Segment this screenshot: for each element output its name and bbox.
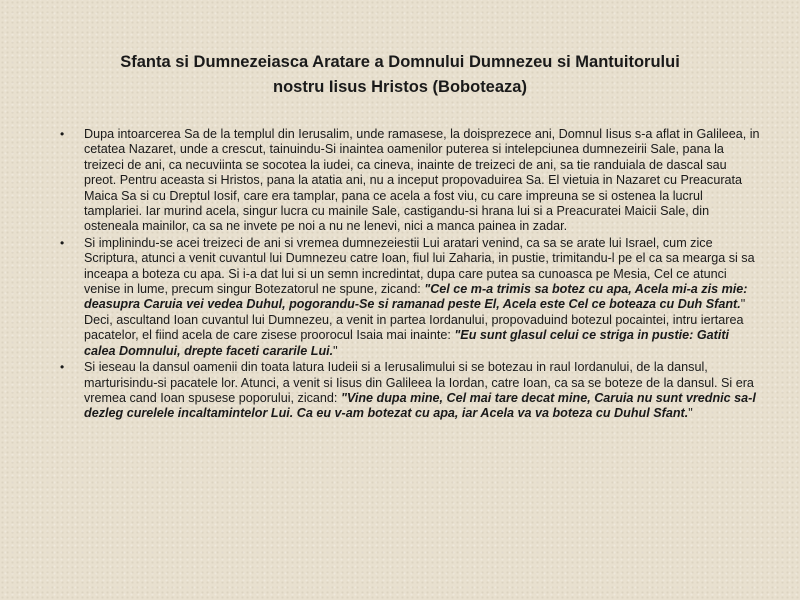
- paragraph-text: " Deci, ascultand Ioan cuvantul lui Dumnezeu, a venit in partea Iordanului, propovaduind botezul pocaintei, intru iertarea pacatelor, el fiind acela de care zisese proorocul Isaia mai inainte:: [84, 297, 746, 343]
- paragraph-text: Dupa intoarcerea Sa de la templul din Ierusalim, unde ramasese, la doisprezece ani, Domnul Iisus s-a aflat in Galileea, in cetatea Nazaret, unde a crescut, tainuindu-Si inaintea oamenilor puterea si intelepciunea dumnezeirii Sale, pana la treizeci de ani, ca necuviinta se socotea la iudei, ca cineva, inainte de treizeci de ani, sa tie randuiala de dascal sau preot. Pentru aceasta si Hristos, pana la atatia ani, nu a inceput propovaduirea Sa. El vietuia in Nazaret cu Preacurata Maica Sa si cu Dreptul Iosif, care era tamplar, pana ce acela a fost viu, cu care impreuna se si ostenea la lucrul tamplariei. Iar murind acela, singur lucra cu mainile Sale, castigandu-si hrana lui si a Preacuratei Maicii Sale, din osteneala mainilor, ca sa ne invete pe noi a nu ne lenevi, nici a manca painea in zadar.: [84, 127, 760, 234]
- scripture-quote: "Eu sunt glasul celui ce striga in pustie: Gatiti calea Domnului, drepte faceti cararile Lui.: [84, 328, 730, 358]
- slide-title: [40, 50, 760, 100]
- title-line-2: nostru Iisus Hristos (Boboteaza): [273, 78, 527, 96]
- paragraph-text: Si implinindu-se acei treizeci de ani si vremea dumnezeiestii Lui aratari venind, ca sa se arate lui Israel, cum zice Scriptura, atunci a venit cuvantul lui Dumnezeu catre Ioan, fiul lui Zaharia, in pustie, trimitandu-l pe el ca sa mearga si sa inceapa a boteza cu apa. Si i-a dat lui si un semn incredintat, dupa care putea sa cunoasca pe Mesia, Cel ce atunci venise in lume, precum singur Botezatorul ne spune, zicand:: [84, 235, 755, 297]
- paragraph-text: ": [333, 343, 338, 358]
- bullet-icon: •: [60, 360, 65, 375]
- list-item: [60, 236, 762, 359]
- scripture-quote: "Cel ce m-a trimis sa botez cu apa, Acela mi-a zis mie: deasupra Caruia vei vedea Duhul, pogorandu-Se si ramanad peste El, Acela este Cel ce boteaza cu Duh Sfant.: [84, 282, 748, 312]
- bullet-icon: •: [60, 235, 65, 250]
- paragraph-text: Si ieseau la dansul oamenii din toata latura Iudeii si a Ierusalimului si se botezau in raul Iordanului, de la dansul, marturisindu-si pacatele lor. Atunci, a venit si Iisus din Galileea la Iordan, catre Ioan, ca sa se boteze de la dansul. Si era vremea cand Ioan spusese poporului, zicand:: [84, 360, 754, 405]
- title-line-1: Sfanta si Dumnezeiasca Aratare a Domnului Dumnezeu si Mantuitorului: [120, 53, 680, 71]
- scripture-quote: "Vine dupa mine, Cel mai tare decat mine, Caruia nu sunt vrednic sa-l dezleg curelele incaltamintelor Lui. Ca eu v-am botezat cu apa, iar Acela va va boteza cu Duhul Sfant.: [84, 390, 756, 421]
- bullet-icon: •: [60, 127, 65, 141]
- list-item: [60, 127, 762, 235]
- paragraph-text: ": [688, 406, 693, 421]
- list-item: [60, 360, 762, 422]
- bullet-list: [60, 127, 762, 423]
